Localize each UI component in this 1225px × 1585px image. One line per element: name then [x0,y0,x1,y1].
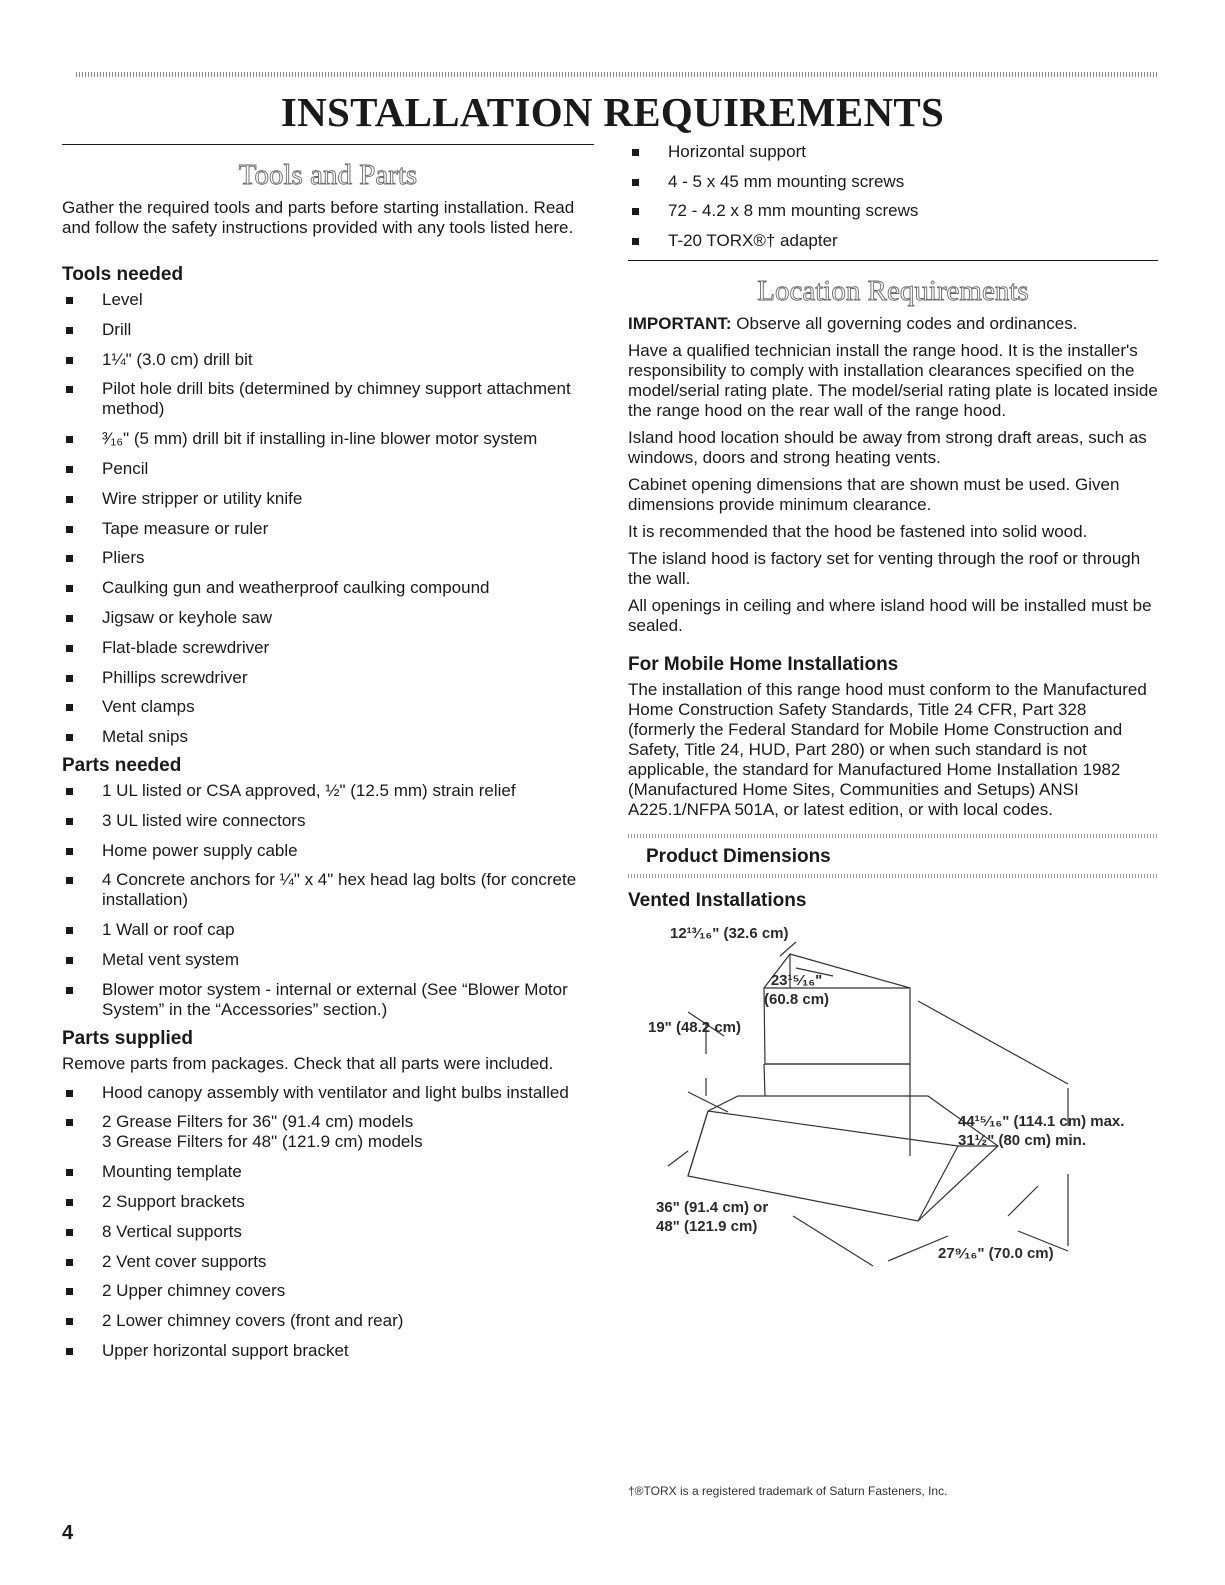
list-item: Flat-blade screwdriver [62,638,594,658]
list-item: 3 UL listed wire connectors [62,811,594,831]
parts-supplied-list [62,1083,594,1361]
list-item: 4 Concrete anchors for ¼" x 4" hex head lag bolts (for concrete installation) [62,870,594,910]
list-item: Home power supply cable [62,841,594,861]
list-item: 1 Wall or roof cap [62,920,594,940]
location-paragraph: It is recommended that the hood be fastened into solid wood. [628,522,1088,542]
location-paragraph: All openings in ceiling and where island hood will be installed must be sealed. [628,596,1152,636]
right-column [628,142,1158,1276]
tools-intro: Gather the required tools and parts before starting installation. Read and follow the safety instructions provided with any tools listed here. [62,198,575,237]
hatch-rule [628,874,1158,878]
list-item: Mounting template [62,1162,594,1182]
section-rule [62,144,594,145]
list-item: Hood canopy assembly with ventilator and light bulbs installed [62,1083,594,1103]
list-item: 1 UL listed or CSA approved, ½" (12.5 mm) strain relief [62,781,594,801]
list-item: Upper horizontal support bracket [62,1341,594,1361]
mobile-home-text: The installation of this range hood must conform to the Manufactured Home Construction Safety Standards, Title 24 CFR, Part 328 (formerly the Federal Standard for Mobile Home Construction and Safety, Title 24, HUD, Part 280) or when such standard is not applicable, the standard for Manufactured Home Installation 1982 (Manufactured Home Sites, Communities and Setups) ANSI A225.1/NFPA 501A, or latest edition, or with local codes. [628,680,1147,820]
list-item: Vent clamps [62,697,594,717]
location-paragraph: The island hood is factory set for venting through the roof or through the wall. [628,549,1141,589]
location-paragraph: Cabinet opening dimensions that are shown must be used. Given dimensions provide minimum clearance. [628,475,1120,515]
list-item: Horizontal support [628,142,1158,162]
tools-list [62,290,594,747]
mobile-home-heading: For Mobile Home Installations [628,654,899,676]
hood-depth-label: 27⁹⁄₁₆" (70.0 cm) [938,1245,1054,1263]
list-item: Pliers [62,548,594,568]
section-rule [628,260,1158,261]
list-item: 1¼" (3.0 cm) drill bit [62,350,594,370]
left-column [62,144,594,1371]
list-item: 2 Upper chimney covers [62,1281,594,1301]
range-hood-dimension-diagram [628,916,1158,1276]
footnote: †®TORX is a registered trademark of Saturn Fasteners, Inc. [628,1484,948,1498]
list-item: T-20 TORX®† adapter [628,231,1158,251]
tools-needed-heading: Tools needed [62,264,184,285]
list-item: ³⁄₁₆" (5 mm) drill bit if installing in-line blower motor system [62,429,594,449]
important-label: IMPORTANT: [628,314,732,334]
list-item: Wire stripper or utility knife [62,489,594,509]
vented-installations-heading: Vented Installations [628,890,807,912]
list-item: Metal snips [62,727,594,747]
location-requirements-heading: Location Requirements [757,275,1029,308]
list-item: 2 Lower chimney covers (front and rear) [62,1311,594,1331]
list-item: 2 Grease Filters for 36" (91.4 cm) models 3 Grease Filters for 48" (121.9 cm) models [62,1112,594,1152]
overall-height-label: 44¹⁵⁄₁₆" (114.1 cm) max. 31½" (80 cm) min. [958,1113,1125,1150]
hood-width-label: 36" (91.4 cm) or 48" (121.9 cm) [656,1199,769,1236]
list-item: Tape measure or ruler [62,519,594,539]
tools-and-parts-heading: Tools and Parts [238,159,418,191]
parts-needed-heading: Parts needed [62,754,182,776]
important-note [628,314,1158,334]
location-paragraph: Have a qualified technician install the range hood. It is the installer's responsibility to comply with installation clearances specified on the model/serial rating plate. The model/serial rating plate is located inside the range hood on the rear wall of the range hood. [628,341,1158,421]
list-item: Pilot hole drill bits (determined by chimney support attachment method) [62,379,594,419]
list-item: 8 Vertical supports [62,1222,594,1242]
product-dimensions-heading: Product Dimensions [646,846,831,868]
hatch-rule [628,834,1158,838]
parts-needed-list [62,781,594,1020]
list-item: Level [62,290,594,310]
important-text: Observe all governing codes and ordinances. [731,314,1078,334]
chimney-width-label: 23¹⁵⁄₁₆" (60.8 cm) [764,972,830,1009]
location-paragraph: Island hood location should be away from strong draft areas, such as windows, doors and strong heating vents. [628,428,1147,468]
chimney-depth-label: 12¹³⁄₁₆" (32.6 cm) [670,925,789,943]
list-item: Jigsaw or keyhole saw [62,608,594,628]
list-item: 2 Support brackets [62,1192,594,1212]
list-item: Drill [62,320,594,340]
parts-supplied-intro: Remove parts from packages. Check that all parts were included. [62,1053,554,1073]
page-title: INSTALLATION REQUIREMENTS [280,89,945,135]
list-item: 2 Vent cover supports [62,1252,594,1272]
list-item: Metal vent system [62,950,594,970]
page-number: 4 [62,1522,74,1544]
list-item: 4 - 5 x 45 mm mounting screws [628,172,1158,192]
list-item: Pencil [62,459,594,479]
list-item: Caulking gun and weatherproof caulking compound [62,578,594,598]
list-item: 72 - 4.2 x 8 mm mounting screws [628,201,1158,221]
list-item: Blower motor system - internal or external (See “Blower Motor System” in the “Accessories” section.) [62,980,594,1020]
parts-supplied-continued-list [628,142,1158,251]
list-item: Phillips screwdriver [62,668,594,688]
top-hatch-band [76,72,1158,77]
parts-supplied-heading: Parts supplied [62,1027,193,1049]
canopy-height-label: 19" (48.2 cm) [648,1019,741,1037]
